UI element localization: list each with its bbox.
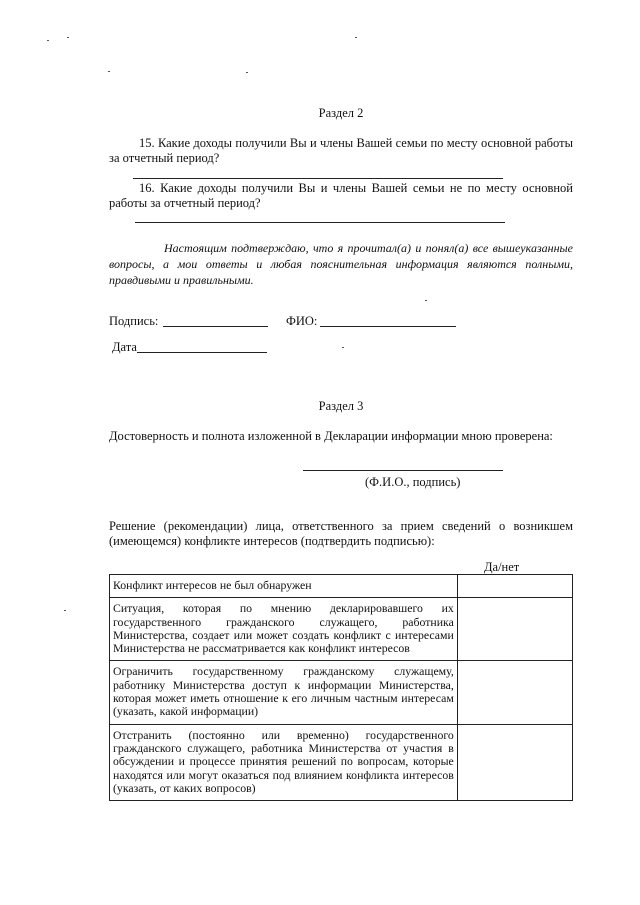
scan-speck bbox=[47, 40, 49, 41]
yes-no-cell[interactable] bbox=[457, 661, 572, 724]
decision-option: Конфликт интересов не был обнаружен bbox=[110, 575, 458, 598]
table-row bbox=[110, 598, 573, 661]
section3-title: Раздел 3 bbox=[318, 399, 364, 413]
scan-speck bbox=[342, 347, 344, 348]
decision-table bbox=[109, 574, 573, 801]
question-15: 15. Какие доходы получили Вы и члены Вашей семьи по месту основной работы за отчетный период? bbox=[109, 136, 573, 165]
decision-option: Ситуация, которая по мнению декларировавшего их государственного гражданского служащего, работника Министерства, создает или может создать конфликт с интересами Министерства не рассматривается как конфликт интересов bbox=[110, 598, 458, 661]
fio-label: ФИО: bbox=[286, 314, 318, 328]
verifier-signature-caption: (Ф.И.О., подпись) bbox=[365, 475, 461, 489]
scan-speck bbox=[355, 37, 357, 38]
yes-no-cell[interactable] bbox=[457, 724, 572, 800]
table-header-yes-no: Да/нет bbox=[484, 560, 520, 574]
scan-speck bbox=[425, 300, 427, 301]
verification-statement: Достоверность и полнота изложенной в Декларации информации мною проверена: bbox=[109, 429, 553, 443]
scan-speck bbox=[108, 71, 110, 72]
yes-no-cell[interactable] bbox=[457, 598, 572, 661]
signature-field[interactable] bbox=[163, 326, 268, 327]
answer-line-16[interactable] bbox=[135, 222, 505, 223]
question-16: 16. Какие доходы получили Вы и члены Вашей семьи не по месту основной работы за отчетный период? bbox=[109, 181, 573, 210]
table-row bbox=[110, 661, 573, 724]
fio-field[interactable] bbox=[320, 326, 456, 327]
table-row bbox=[110, 575, 573, 598]
answer-line-15[interactable] bbox=[133, 178, 503, 179]
confirmation-statement: Настоящим подтверждаю, что я прочитал(а) и понял(а) все вышеуказанные вопросы, а мои ответы и любая пояснительная информация являются полными, правдивыми и правильными. bbox=[109, 241, 573, 287]
scan-speck bbox=[67, 37, 69, 38]
date-field[interactable] bbox=[137, 352, 267, 353]
decision-option: Ограничить государственному гражданскому служащему, работнику Министерства доступ к информации Министерства, которая может иметь отношение к его личным частным интересам (указать, какой информации) bbox=[110, 661, 458, 724]
scan-speck bbox=[246, 72, 248, 73]
decision-intro: Решение (рекомендации) лица, ответственного за прием сведений о возникшем (имеющемся) конфликте интересов (подтвердить подписью): bbox=[109, 519, 573, 548]
decision-option: Отстранить (постоянно или временно) государственного гражданского служащего, работника Министерства от участия в обсуждении и процессе принятия решений по вопросам, которые находятся или могут оказаться под влиянием конфликта интересов (указать, от каких вопросов) bbox=[110, 724, 458, 800]
table-row bbox=[110, 724, 573, 800]
signature-label: Подпись: bbox=[109, 314, 159, 328]
yes-no-cell[interactable] bbox=[457, 575, 572, 598]
date-label: Дата bbox=[112, 340, 137, 354]
scan-speck bbox=[64, 610, 66, 611]
section2-title: Раздел 2 bbox=[318, 106, 364, 120]
verifier-signature-line[interactable] bbox=[303, 470, 503, 471]
